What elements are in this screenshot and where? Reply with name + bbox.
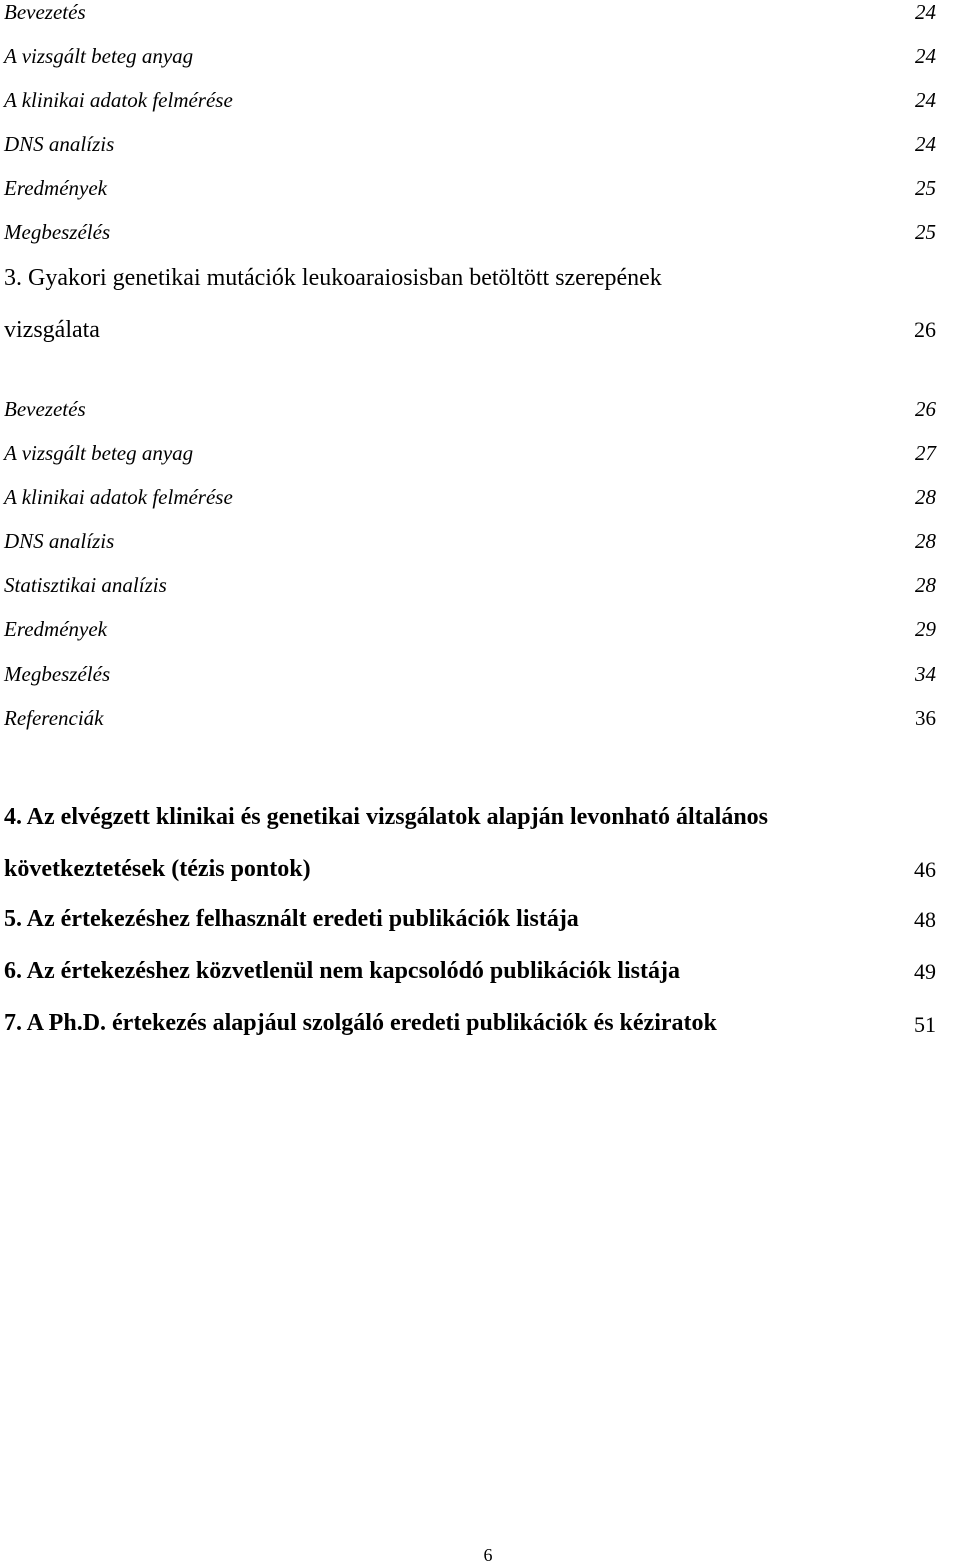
chapter-6-heading: 6. Az értekezéshez közvetlenül nem kapcsolódó publikációk listája (4, 958, 680, 984)
toc-entry-title: Statisztikai analízis (4, 573, 167, 597)
toc-entry-title: Bevezetés (4, 397, 86, 421)
toc-entry-page: 28 (915, 573, 936, 597)
toc-entry (0, 88, 960, 120)
chapter-4-page: 46 (914, 857, 936, 882)
toc-entry (0, 44, 960, 76)
toc-entry (0, 0, 960, 32)
toc-entry-title: A vizsgált beteg anyag (4, 441, 194, 465)
chapter-5-heading: 5. Az értekezéshez felhasznált eredeti publikációk listája (4, 906, 579, 932)
toc-entry-title: Referenciák (4, 706, 104, 730)
toc-entry (0, 397, 960, 429)
toc-entry-page: 25 (915, 176, 936, 200)
toc-entry-title: A vizsgált beteg anyag (4, 44, 194, 68)
toc-entry-page: 36 (915, 706, 936, 730)
chapter-3-heading-line1: 3. Gyakori genetikai mutációk leukoaraiosisban betöltött szerepének (4, 265, 662, 291)
toc-entry-title: Eredmények (4, 617, 107, 641)
toc-entry-page: 24 (915, 88, 936, 112)
toc-entry (0, 176, 960, 208)
chapter-3-page: 26 (914, 317, 936, 342)
toc-entry-page: 24 (915, 0, 936, 24)
toc-entry-page: 28 (915, 485, 936, 509)
toc-entry (0, 529, 960, 561)
toc-entry (0, 132, 960, 164)
chapter-3-heading-line2: vizsgálata (4, 317, 100, 343)
toc-entry-page: 24 (915, 132, 936, 156)
toc-entry-page: 28 (915, 529, 936, 553)
chapter-6-page: 49 (914, 959, 936, 984)
toc-entry (0, 441, 960, 473)
toc-entry-page: 25 (915, 220, 936, 244)
toc-entry-page: 34 (915, 662, 936, 686)
toc-entry (0, 220, 960, 252)
toc-entry (0, 617, 960, 649)
chapter-4-heading-line2: következtetések (tézis pontok) (4, 856, 311, 882)
chapter-5-page: 48 (914, 907, 936, 932)
chapter-7-page: 51 (914, 1012, 936, 1037)
chapter-4-heading-line1: 4. Az elvégzett klinikai és genetikai vizsgálatok alapján levonható általános (4, 804, 769, 830)
toc-entry-title: A klinikai adatok felmérése (4, 88, 233, 112)
toc-entry-title: Megbeszélés (4, 220, 111, 244)
toc-entry-title: DNS analízis (4, 132, 115, 156)
toc-entry (0, 485, 960, 517)
toc-entry-title: DNS analízis (4, 529, 115, 553)
page-number: 6 (483, 1545, 493, 1565)
toc-entry (0, 573, 960, 605)
toc-entry-page: 24 (915, 44, 936, 68)
toc-entry (0, 662, 960, 694)
toc-entry-page: 29 (915, 617, 936, 641)
toc-entry-title: A klinikai adatok felmérése (4, 485, 233, 509)
toc-entry (0, 706, 960, 738)
toc-entry-title: Eredmények (4, 176, 107, 200)
toc-entry-title: Bevezetés (4, 0, 86, 24)
toc-entry-title: Megbeszélés (4, 662, 111, 686)
chapter-7-heading: 7. A Ph.D. értekezés alapjául szolgáló eredeti publikációk és kéziratok (4, 1010, 717, 1036)
toc-entry-page: 26 (915, 397, 936, 421)
toc-entry-page: 27 (915, 441, 936, 465)
